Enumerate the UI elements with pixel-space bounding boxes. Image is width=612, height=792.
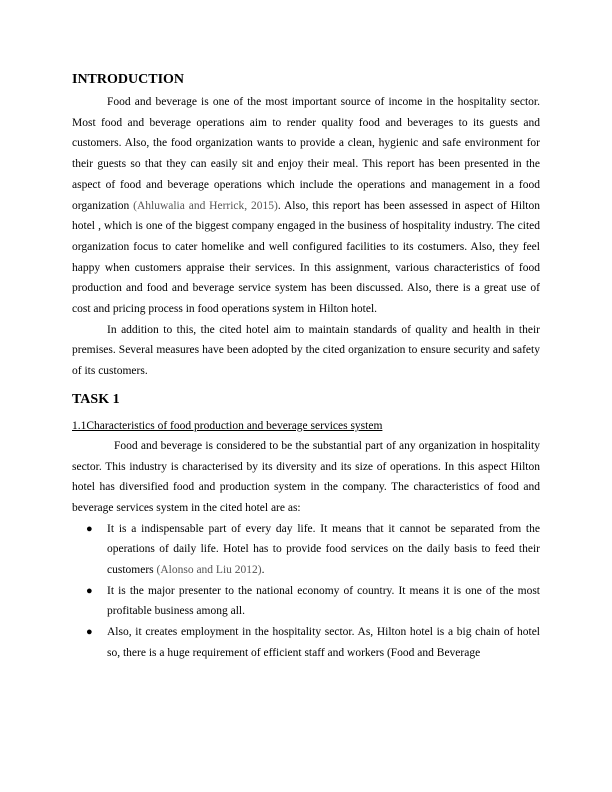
intro-p1-text-a: Food and beverage is one of the most important source of income in the hospitality sector. Most food and beverage operations aim to render quality food and beverages to its guests and customers. Also, the food organization wants to provide a clean, hygienic and safe environment for their guests so that they can easily sit and enjoy their meal. This report has been presented in the aspect of food and beverage operations which include the operations and management in a food organization — [72, 96, 540, 212]
page-content — [72, 70, 540, 664]
characteristics-list — [72, 519, 540, 664]
intro-p1-text-b: . Also, this report has been assessed in aspect of Hilton hotel , which is one of the biggest company engaged in the business of hospitality industry. The cited organization focus to cater homelike and well configured facilities to its costumers. Also, they feel happy when customers appraise their services. In this assignment, various characteristics of food production and food and beverage service system has been discussed. Also, there is a great use of cost and pricing process in food operations system in Hilton hotel. — [72, 199, 540, 316]
task1-subheading: 1.1Characteristics of food production and beverage services system — [72, 419, 383, 432]
intro-p1-citation: (Ahluwalia and Herrick, 2015) — [133, 199, 278, 212]
list-item-text: Also, it creates employment in the hospitality sector. As, Hilton hotel is a big chain of hotel so, there is a huge requirement of efficient staff and workers (Food and Beverage — [107, 626, 540, 659]
list-item-text: It is a indispensable part of every day life. It means that it cannot be separated from the operations of daily life. Hotel has to provide food services on the daily basis to feed their customers — [107, 522, 540, 577]
list-item-citation: (Alonso and Liu 2012) — [156, 564, 262, 577]
introduction-heading: INTRODUCTION — [72, 72, 185, 87]
intro-paragraph-1 — [72, 92, 540, 320]
intro-paragraph-2: In addition to this, the cited hotel aim to maintain standards of quality and health in their premises. Several measures have been adopted by the cited organization to ensure security and safety of its customers. — [72, 323, 540, 378]
task1-heading: TASK 1 — [72, 391, 120, 407]
bullet-icon: ● — [86, 626, 93, 639]
list-item-tail: . — [261, 564, 265, 577]
list-item — [72, 622, 540, 663]
bullet-icon: ● — [86, 584, 93, 597]
task1-paragraph-1: Food and beverage is considered to be the substantial part of any organization in hospitality sector. This industry is characterised by its diversity and its size of operations. In this aspect Hilton hotel has diversified food and production system in the company. The characteristics of food and beverage services system in the cited hotel are as: — [72, 439, 540, 514]
list-item — [72, 519, 540, 581]
list-item — [72, 581, 540, 622]
bullet-icon: ● — [86, 522, 93, 535]
list-item-text: It is the major presenter to the national economy of country. It means it is one of the most profitable business among all. — [107, 584, 540, 618]
